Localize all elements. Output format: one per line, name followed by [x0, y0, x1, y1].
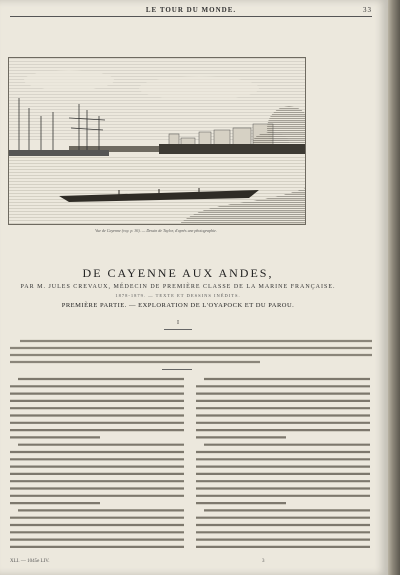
article-title: DE CAYENNE AUX ANDES, [82, 266, 274, 280]
signature-mark: 3 [262, 559, 265, 564]
book-edge [388, 0, 400, 575]
page-number: 33 [363, 6, 372, 14]
body-text-column-left [10, 375, 184, 553]
footer-left: XLI. — 1045e LIV. [10, 559, 50, 564]
engraving-view-of-cayenne [8, 57, 306, 225]
section-numeral: I [177, 320, 179, 326]
article-byline: PAR M. JULES CREVAUX, MÉDECIN DE PREMIÈRE CLASSE DE LA MARINE FRANÇAISE. [20, 284, 336, 290]
article-sub-byline: 1878-1879. — TEXTE ET DESSINS INÉDITS. [115, 293, 241, 298]
part-heading: PREMIÈRE PARTIE. — EXPLORATION DE L'OYAPOCK ET DU PAROU. [61, 302, 295, 309]
separator-rule [164, 329, 192, 330]
illustration-caption: Vue de Cayenne (voy. p. 36). — Dessin de Taylor, d'après une photographie. [95, 228, 217, 233]
header-rule [10, 16, 372, 17]
chapter-summary-text-block [10, 337, 372, 367]
body-text-column-right [196, 375, 370, 553]
running-title: LE TOUR DU MONDE. [145, 6, 237, 14]
separator-rule [162, 369, 192, 370]
